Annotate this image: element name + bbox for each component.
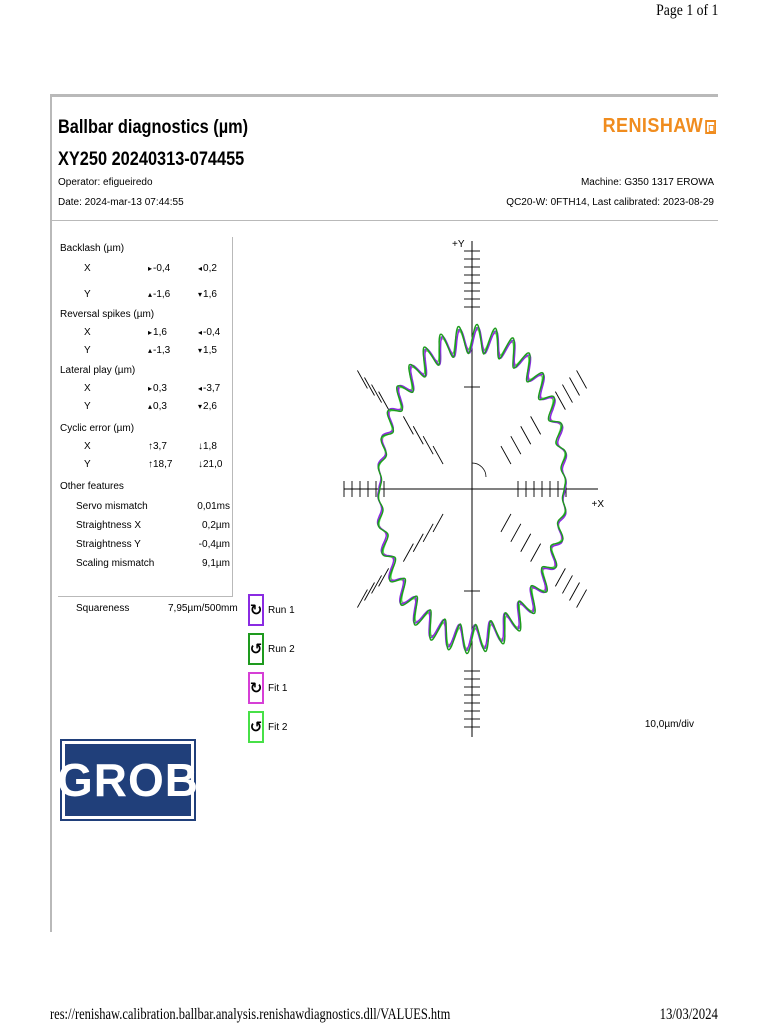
diagonal-tick bbox=[521, 426, 531, 444]
reversal-x-label: X bbox=[84, 327, 91, 338]
lateral-x-reverse: ◂-3,7 bbox=[198, 383, 221, 394]
cyclic-y-down: ↓21,0 bbox=[198, 459, 223, 470]
cyclic-y-up: ↑18,7 bbox=[148, 459, 173, 470]
squareness-label: Squareness bbox=[76, 603, 130, 614]
renishaw-mark-icon bbox=[705, 120, 716, 134]
backlash-y-label: Y bbox=[84, 289, 91, 300]
diagonal-tick bbox=[511, 436, 521, 454]
diagonal-tick bbox=[501, 514, 511, 532]
diagonal-tick bbox=[413, 534, 423, 552]
diagonal-tick bbox=[413, 426, 423, 444]
x-axis-label: +X bbox=[591, 499, 604, 510]
cyclic-x-label: X bbox=[84, 441, 91, 452]
diagonal-tick bbox=[501, 446, 511, 464]
straightness-x-label: Straightness X bbox=[76, 520, 142, 531]
backlash-x-forward: ▸-0,4 bbox=[148, 263, 171, 274]
cyclic-x-down: ↓1,8 bbox=[198, 441, 217, 452]
legend-label: Run 1 bbox=[268, 604, 295, 616]
up-arrow-icon: ▴ bbox=[148, 346, 153, 355]
reversal-y-label: Y bbox=[84, 345, 91, 356]
cyclic-x-up: ↑3,7 bbox=[148, 441, 167, 452]
down-arrow-icon: ↓ bbox=[198, 459, 203, 470]
legend-fit-2[interactable] bbox=[248, 710, 318, 744]
straightness-x-value: 0,2µm bbox=[202, 520, 230, 531]
scaling-mismatch-value: 9,1µm bbox=[202, 558, 230, 569]
diagonal-tick bbox=[531, 416, 541, 434]
up-arrow-icon: ▴ bbox=[148, 290, 153, 299]
legend-label: Fit 1 bbox=[268, 682, 288, 694]
reversal-x-reverse: ◂-0,4 bbox=[198, 327, 221, 338]
diagonal-tick bbox=[521, 534, 531, 552]
diagonal-tick bbox=[423, 524, 433, 542]
squareness-arc-icon bbox=[472, 463, 486, 477]
clockwise-arrow-icon: ↻ bbox=[248, 672, 264, 704]
footer-url: res://renishaw.calibration.ballbar.analysis.renishawdiagnostics.dll/VALUES.htm bbox=[50, 1006, 451, 1023]
backlash-x-reverse: ◂0,2 bbox=[198, 263, 217, 274]
footer-date: 13/03/2024 bbox=[659, 1006, 718, 1023]
counterclockwise-arrow-icon: ↺ bbox=[248, 633, 264, 665]
servo-mismatch-value: 0,01ms bbox=[197, 501, 230, 512]
straightness-y-value: -0,4µm bbox=[198, 539, 230, 550]
servo-mismatch-label: Servo mismatch bbox=[76, 501, 148, 512]
clockwise-arrow-icon: ↻ bbox=[248, 594, 264, 626]
plot-scale: 10,0µm/div bbox=[644, 719, 694, 730]
backlash-y-reverse: ▾1,6 bbox=[198, 289, 217, 300]
machine: Machine: G350 1317 EROWA bbox=[580, 177, 714, 188]
lateral-y-label: Y bbox=[84, 401, 91, 412]
diagonal-tick bbox=[562, 575, 572, 593]
grob-logo bbox=[57, 739, 199, 821]
diagonal-tick bbox=[531, 544, 541, 562]
diagonal-tick bbox=[511, 524, 521, 542]
diagonal-tick bbox=[433, 514, 443, 532]
reversal-y-reverse: ▾1,5 bbox=[198, 345, 217, 356]
diagonal-tick bbox=[433, 446, 443, 464]
grob-wordmark: GROB bbox=[65, 744, 191, 816]
down-arrow-icon: ▾ bbox=[198, 346, 203, 355]
lateral-x-forward: ▸0,3 bbox=[148, 383, 167, 394]
backlash-y-forward: ▴-1,6 bbox=[148, 289, 171, 300]
operator: Operator: efigueiredo bbox=[58, 177, 153, 188]
up-arrow-icon: ↑ bbox=[148, 441, 153, 452]
legend-fit-1[interactable] bbox=[248, 671, 318, 705]
down-arrow-icon: ▾ bbox=[198, 402, 203, 411]
calibration-info: QC20-W: 0FTH14, Last calibrated: 2023-08-29 bbox=[506, 197, 714, 208]
diagonal-tick bbox=[403, 416, 413, 434]
lateral-y-reverse: ▾2,6 bbox=[198, 401, 217, 412]
lateral-y-forward: ▴0,3 bbox=[148, 401, 167, 412]
left-arrow-icon: ◂ bbox=[198, 328, 203, 337]
report-subtitle: XY250 20240313-074455 bbox=[58, 149, 245, 170]
reversal-y-forward: ▴-1,3 bbox=[148, 345, 171, 356]
diagonal-tick bbox=[562, 385, 572, 403]
diagnostics-table bbox=[58, 237, 233, 597]
test-date: Date: 2024-mar-13 07:44:55 bbox=[58, 197, 184, 208]
cyclic-y-label: Y bbox=[84, 459, 91, 470]
diagonal-tick bbox=[555, 568, 565, 586]
scaling-mismatch-label: Scaling mismatch bbox=[76, 558, 155, 569]
ballbar-polar-plot bbox=[342, 237, 606, 743]
squareness-value: 7,95µm/500mm bbox=[168, 603, 238, 614]
down-arrow-icon: ▾ bbox=[198, 290, 203, 299]
diagonal-tick bbox=[570, 583, 580, 601]
right-arrow-icon: ▸ bbox=[148, 328, 153, 337]
page-number: Page 1 of 1 bbox=[655, 2, 718, 19]
diagonal-tick bbox=[423, 436, 433, 454]
diagonal-tick bbox=[577, 590, 587, 608]
other-features-heading: Other features bbox=[60, 481, 124, 492]
left-arrow-icon: ◂ bbox=[198, 264, 203, 273]
legend-run-1[interactable] bbox=[248, 593, 318, 627]
report-panel bbox=[50, 94, 718, 932]
up-arrow-icon: ↑ bbox=[148, 459, 153, 470]
down-arrow-icon: ↓ bbox=[198, 441, 203, 452]
reversal-spikes-heading: Reversal spikes (µm) bbox=[60, 309, 155, 320]
diagonal-tick bbox=[403, 544, 413, 562]
y-axis-label: +Y bbox=[452, 239, 465, 250]
cyclic-error-heading: Cyclic error (µm) bbox=[60, 423, 135, 434]
counterclockwise-arrow-icon: ↺ bbox=[248, 711, 264, 743]
diagonal-tick bbox=[570, 377, 580, 395]
reversal-x-forward: ▸1,6 bbox=[148, 327, 167, 338]
renishaw-logo bbox=[603, 115, 716, 138]
backlash-x-label: X bbox=[84, 263, 91, 274]
report-title: Ballbar diagnostics (µm) bbox=[58, 117, 249, 138]
diagonal-tick bbox=[577, 370, 587, 388]
diagonal-tick bbox=[555, 392, 565, 410]
backlash-heading: Backlash (µm) bbox=[60, 243, 125, 254]
legend-label: Fit 2 bbox=[268, 721, 288, 733]
left-arrow-icon: ◂ bbox=[198, 384, 203, 393]
right-arrow-icon: ▸ bbox=[148, 264, 153, 273]
right-arrow-icon: ▸ bbox=[148, 384, 153, 393]
legend-label: Run 2 bbox=[268, 643, 295, 655]
up-arrow-icon: ▴ bbox=[148, 402, 153, 411]
renishaw-wordmark: RENISHAW bbox=[602, 115, 704, 137]
lateral-x-label: X bbox=[84, 383, 91, 394]
straightness-y-label: Straightness Y bbox=[76, 539, 141, 550]
lateral-play-heading: Lateral play (µm) bbox=[60, 365, 136, 376]
header-divider bbox=[52, 220, 718, 221]
legend-run-2[interactable] bbox=[248, 632, 318, 666]
